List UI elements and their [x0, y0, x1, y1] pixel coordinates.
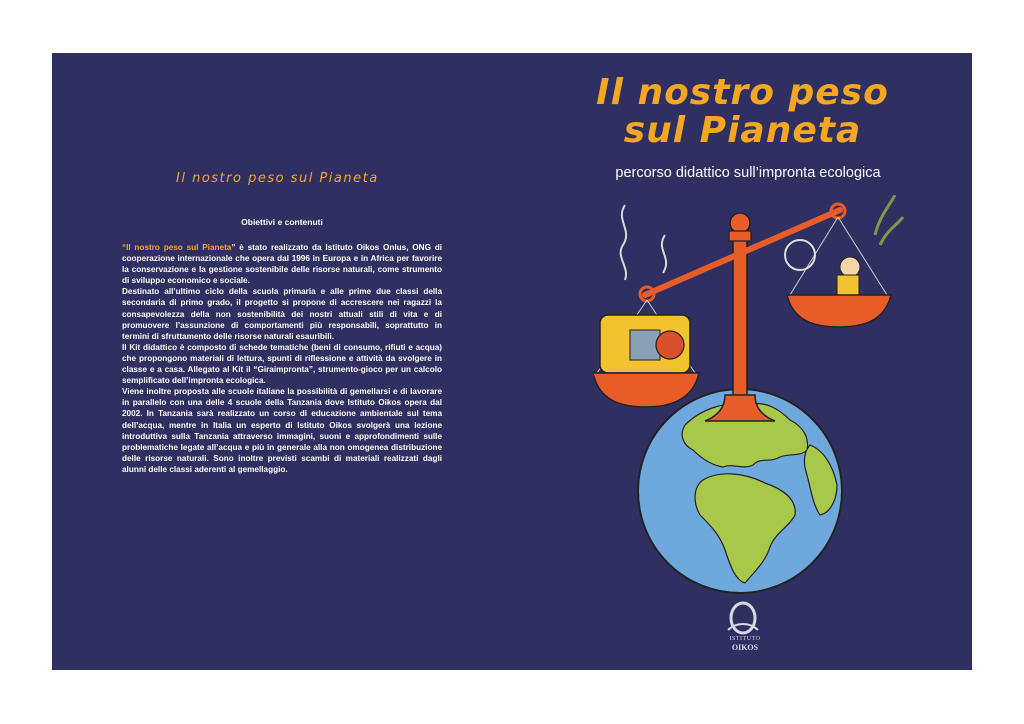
back-cover-title: Il nostro peso sul Pianeta [176, 171, 379, 186]
logo-text-oikos: OIKOS [731, 643, 759, 652]
scale-top-cap [729, 231, 751, 241]
globe-balance-illustration [575, 195, 905, 595]
bicycle-wheel [785, 240, 815, 270]
right-pan [787, 295, 891, 327]
logo-text-istituto: ISTITUTO [729, 636, 761, 642]
section-heading: Obiettivi e contenuti [241, 217, 323, 227]
front-cover-subtitle: percorso didattico sull’impronta ecologica [615, 165, 881, 181]
front-cover-title: Il nostro peso sul Pianeta [596, 72, 889, 151]
paragraph-target: Destinato all’ultimo ciclo della scuola primaria e alle prime due classi della secondaria di primo grado, il progetto si propone di accrescere nei ragazzi la consapevolezza della non sostenibilità dei nostri attuali stili di vita e di promuovere l’assunzione di comportamenti più responsabili, soprattutto in termini di sfruttamento delle risorse naturali esauribili. [122, 287, 442, 341]
scale-top-knob [730, 213, 750, 233]
scale-pole [733, 235, 747, 415]
left-pan [593, 373, 699, 407]
paragraph-kit: Il Kit didattico è composto di schede tematiche (beni di consumo, rifiuti e acqua) che propongono materiali di lettura, spunti di riflessione e attività da svolgere in classe e a casa. Allegato al Kit il “Giraimpronta”, strumento-gioco per un calcolo semplificato dell’impronta ecologica. [122, 342, 442, 386]
paragraph-intro: “Il nostro peso sul Pianeta” è stato realizzato da Istituto Oikos Onlus, ONG di cooperazione internazionale che opera dal 1996 in Europa e in Africa per favorire la conservazione e la gestione sostenibile delle risorse naturali, come strumento di sviluppo economico e sociale. [122, 243, 443, 286]
project-name-highlight: Il nostro peso sul Pianeta [126, 243, 232, 252]
body-text [122, 242, 442, 475]
paragraph-twinning: Viene inoltre proposta alle scuole italiane la possibilità di gemellarsi e di lavorare in parallelo con una delle 4 scuole della Tanzania dove Istituto Oikos opera dal 2002. In Tanzania sarà realizzato un corso di educazione ambientale sul tema dell’acqua, mentre in Italia un esperto di Istituto Oikos svolgerà una lezione introduttiva sulla Tanzania attraverso immagini, suoni e approfondimenti sulle problematiche legate all’acqua e più in generale alla non omogenea distribuzione delle risorse naturali. Sono inoltre previsti scambi di materiali realizzati dagli alunni delle classi aderenti al gemellaggio. [122, 387, 442, 474]
